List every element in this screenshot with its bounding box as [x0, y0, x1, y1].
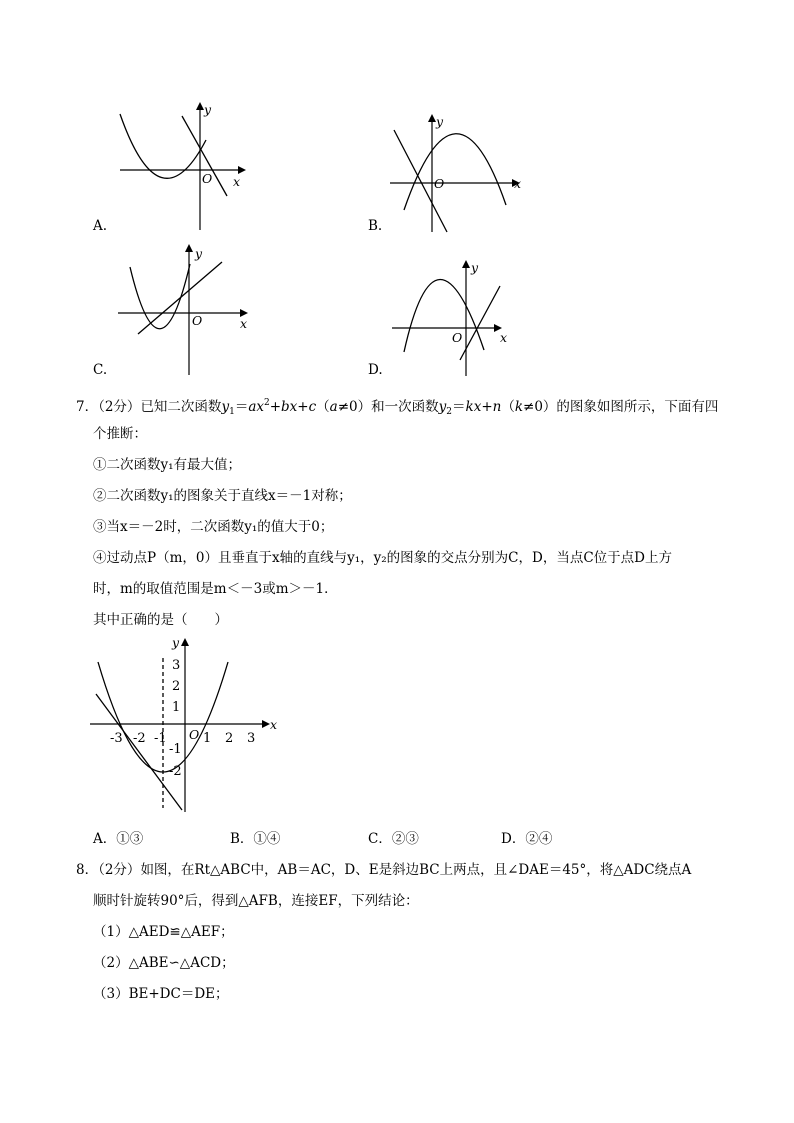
x-axis-arrow	[238, 166, 246, 174]
figure-option-c	[110, 242, 250, 377]
x-axis-arrow	[262, 720, 270, 728]
option-a-label: A.	[93, 218, 108, 234]
q8-points: （2分）	[98, 862, 141, 878]
q7-statement-4a: ④过动点P（m，0）且垂直于x轴的直线与y₁，y₂的图象的交点分别为C，D，当点C位于点D上方	[93, 550, 672, 566]
q7-graph	[90, 632, 290, 822]
q7-choice-a[interactable]: A．①③	[93, 831, 144, 847]
q8-conclusion-2: （2）△ABE∽△ACD；	[93, 955, 235, 971]
x-label: x	[500, 330, 508, 345]
x-tick: 2	[225, 731, 234, 746]
y-tick: -2	[169, 764, 182, 779]
line	[138, 262, 222, 334]
option-b-label: B.	[368, 218, 383, 234]
y-axis-arrow	[185, 244, 193, 252]
q8-line2: 顺时针旋转90°后，得到△AFB，连接EF，下列结论：	[93, 893, 419, 909]
q7-formula-y1: $y_1=ax^2+bx+c(a\ne 0)$	[221, 398, 372, 417]
q8-conclusion-3: （3）BE+DC＝DE；	[93, 986, 229, 1002]
q7-line1: 7．（2分）已知二次函数$y_1=ax^2+bx+c(a\ne 0)$和一次函数$y_2=kx+n(k\ne 0)$的图象如图所示，下面有四	[76, 398, 719, 417]
q7-number: 7．	[76, 399, 99, 415]
x-label: x	[514, 176, 522, 191]
q8-number: 8．	[76, 862, 99, 878]
x-label: x	[270, 717, 278, 732]
x-tick: 3	[247, 731, 256, 746]
q7-points: （2分）	[98, 399, 141, 415]
origin-label: O	[192, 313, 203, 328]
x-label: x	[233, 174, 241, 189]
option-d-label: D.	[368, 362, 383, 378]
x-tick: -1	[154, 731, 167, 746]
q7-statement-1: ①二次函数y₁有最大值；	[93, 457, 242, 473]
origin-label: O	[452, 330, 463, 345]
origin-label: O	[434, 176, 445, 191]
q7-question: 其中正确的是（ ）	[93, 612, 228, 628]
y-tick: 3	[172, 658, 181, 673]
q7-formula-y2: $y_2=kx+n(k\ne 0)$	[438, 399, 557, 417]
origin-label: O	[202, 171, 213, 186]
q8-conclusion-1: （1）△AED≌△AEF；	[93, 924, 234, 940]
q7-statement-2: ②二次函数y₁的图象关于直线x＝－1对称；	[93, 488, 352, 504]
q7-statement-4b: 时，m的取值范围是m＜－3或m＞－1．	[93, 581, 338, 597]
y-tick: 1	[172, 700, 181, 715]
y-tick: 2	[172, 679, 181, 694]
x-label: x	[240, 316, 248, 331]
q7-choice-b[interactable]: B．①④	[230, 831, 281, 847]
y-label: y	[195, 246, 203, 261]
y-label: y	[204, 102, 212, 117]
q7-statement-3: ③当x＝－2时，二次函数y₁的值大于0；	[93, 519, 334, 535]
x-tick: 1	[203, 731, 212, 746]
figure-option-a	[110, 100, 250, 235]
y-axis-arrow	[462, 260, 470, 268]
x-tick: -3	[110, 731, 123, 746]
parabola	[404, 134, 506, 210]
y-axis-arrow	[196, 102, 204, 110]
y-tick: -1	[169, 742, 182, 757]
y-label: y	[471, 260, 479, 275]
y-axis-arrow	[428, 114, 436, 122]
parabola	[120, 114, 206, 178]
y-label: y	[172, 635, 180, 650]
y-label: y	[436, 114, 444, 129]
option-c-label: C.	[93, 362, 108, 378]
y-axis-arrow	[181, 638, 189, 646]
figure-option-d	[392, 258, 532, 383]
q7-line2: 个推断：	[93, 426, 147, 442]
q8-line1: 8．（2分）如图，在Rt△ABC中，AB＝AC，D、E是斜边BC上两点，且∠DAE＝45°，将△ADC绕点A	[76, 862, 692, 878]
q7-choice-d[interactable]: D．②④	[501, 831, 553, 847]
origin-label: O	[189, 727, 200, 742]
q7-choice-c[interactable]: C．②③	[368, 831, 419, 847]
x-tick: -2	[133, 731, 146, 746]
parabola	[404, 279, 484, 352]
figure-option-b	[390, 110, 530, 235]
